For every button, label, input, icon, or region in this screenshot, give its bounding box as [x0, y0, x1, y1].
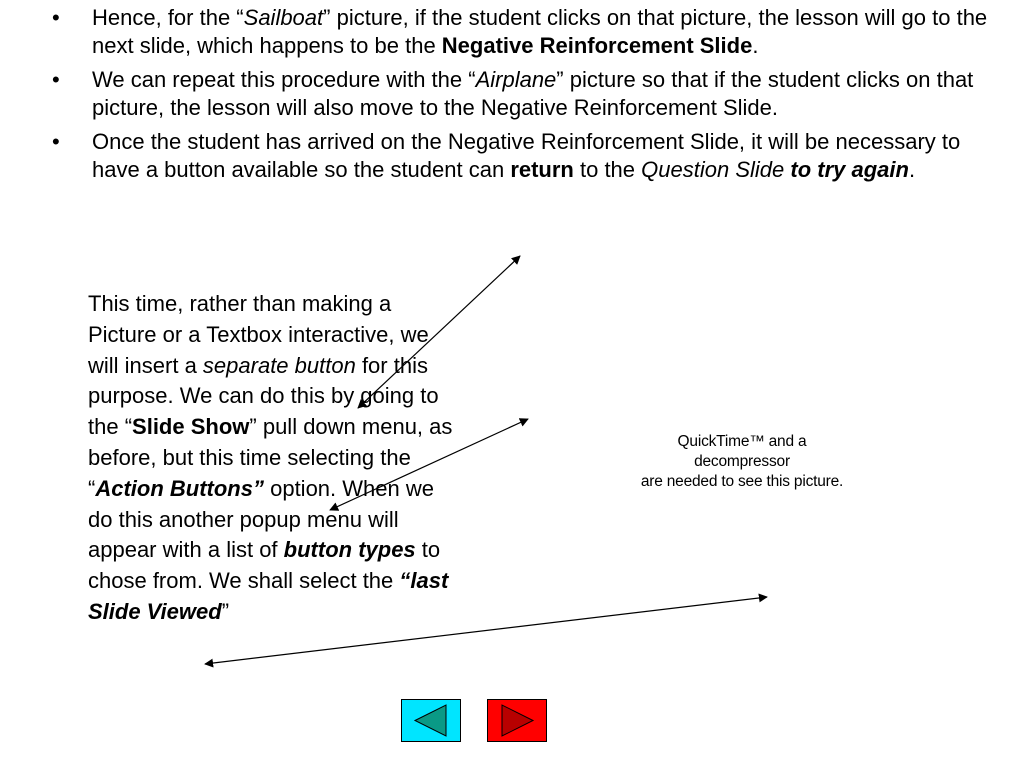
bullet-text: Hence, for the “ — [92, 5, 244, 30]
bullet-marker: • — [52, 67, 60, 92]
bullet-text: ” picture so that if the student clicks on that picture, the lesson will also move to the Negative Reinforcement Slide. — [92, 67, 974, 120]
bullet-text: to the — [573, 156, 642, 182]
next-slide-button[interactable] — [487, 699, 547, 742]
bullet-text: . — [908, 156, 916, 182]
bullet-text: . — [752, 32, 759, 58]
emphasis-negative-slide: Negative Reinforcement Slide — [441, 32, 753, 58]
emphasis-return: return — [510, 156, 574, 182]
emphasis-question-slide: Question Slide — [641, 156, 785, 182]
triangle-left-icon — [402, 700, 460, 741]
double-arrow-3 — [205, 597, 767, 664]
double-arrow-1 — [358, 256, 520, 408]
paragraph-text: ” — [221, 598, 230, 624]
quicktime-line: decompressor — [694, 453, 790, 470]
paragraph-text: for this purpose. We can do this by going to the “ — [88, 352, 439, 440]
bullet-marker: • — [52, 129, 60, 154]
paragraph-text: option. When we do this another popup menu will appear with a list of — [88, 475, 434, 563]
previous-slide-button[interactable] — [401, 699, 461, 742]
emphasis-action-buttons: Action Buttons” — [95, 475, 264, 501]
paragraph-text: This time, rather than making a Picture or a Textbox interactive, we will insert a — [88, 291, 429, 378]
emphasis-airplane: Airplane — [475, 67, 557, 92]
triangle-right-icon — [488, 700, 546, 741]
paragraph-text: ” pull down menu, as before, but this time selecting the “ — [88, 414, 453, 501]
emphasis-try-again: to try again — [784, 156, 909, 182]
paragraph-text: to chose from. We shall select the — [88, 537, 441, 594]
bullet-text: ” picture, if the student clicks on that picture, the lesson will go to the next slide, which happens to be the — [92, 5, 988, 58]
emphasis-separate-button: separate button — [202, 352, 356, 378]
emphasis-button-types: button types — [283, 537, 416, 563]
bullet-marker: • — [52, 5, 60, 30]
bullet-text: Once the student has arrived on the Negative Reinforcement Slide, it will be necessary to have a button available so the student can — [92, 129, 961, 182]
emphasis-sailboat: Sailboat — [243, 5, 324, 30]
emphasis-last-slide-viewed: “last Slide Viewed — [88, 568, 449, 624]
double-arrow-2 — [330, 419, 528, 510]
quicktime-line: are needed to see this picture. — [640, 473, 844, 490]
quicktime-line: QuickTime™ and a — [677, 433, 807, 450]
bullet-text: We can repeat this procedure with the “ — [92, 67, 476, 92]
emphasis-slide-show: Slide Show — [132, 414, 250, 440]
